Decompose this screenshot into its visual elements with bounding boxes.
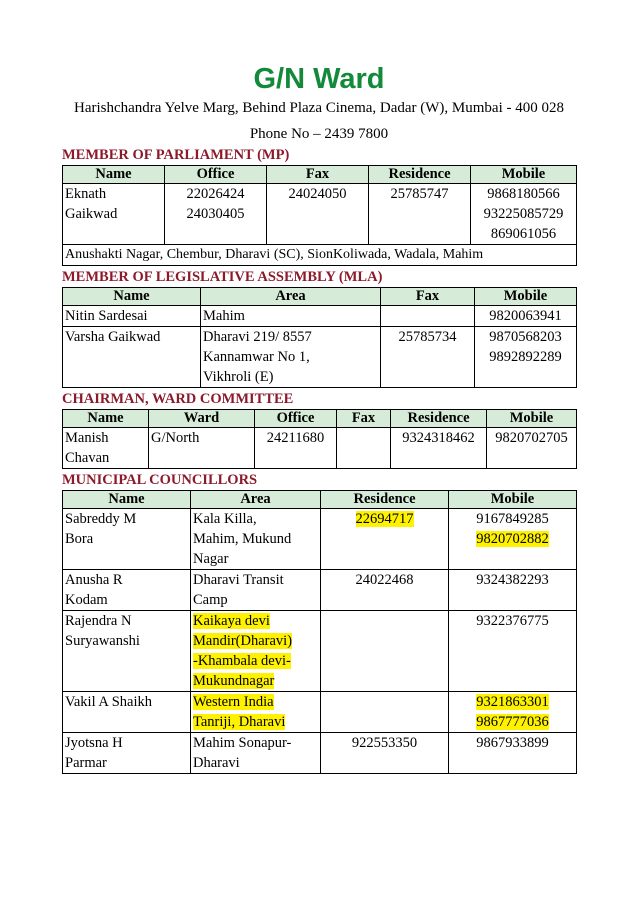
councillor-residence — [321, 611, 449, 692]
col-fax: Fax — [381, 288, 475, 306]
councillor-residence — [321, 509, 449, 570]
mp-office: 22026424 24030405 — [165, 184, 267, 245]
mla-fax — [381, 306, 475, 327]
councillor-residence: 922553350 — [321, 733, 449, 774]
table-row — [63, 306, 577, 327]
col-mobile: Mobile — [449, 491, 577, 509]
table-header-row — [63, 410, 577, 428]
councillor-name: Vakil A Shaikh — [63, 692, 191, 733]
col-name: Name — [63, 491, 191, 509]
highlighted-text: 9820702882 — [476, 531, 549, 547]
col-fax: Fax — [267, 166, 369, 184]
councillor-mobile — [449, 692, 577, 733]
councillor-area: Mahim Sonapur- Dharavi — [191, 733, 321, 774]
col-name: Name — [63, 288, 201, 306]
table-header-row — [63, 288, 577, 306]
office-address: Harishchandra Yelve Marg, Behind Plaza Cinema, Dadar (W), Mumbai - 400 028 — [73, 100, 565, 116]
councillors-heading: MUNICIPAL COUNCILLORS — [62, 472, 258, 488]
mp-name: Eknath Gaikwad — [63, 184, 165, 245]
table-row — [63, 509, 577, 570]
col-mobile: Mobile — [471, 166, 577, 184]
chairman-ward: G/North — [149, 428, 255, 469]
highlighted-text: 9867777036 — [476, 714, 549, 730]
col-area: Area — [191, 491, 321, 509]
councillor-name: Sabreddy M Bora — [63, 509, 191, 570]
councillor-residence — [321, 692, 449, 733]
councillor-mobile: 9867933899 — [449, 733, 577, 774]
table-row — [63, 570, 577, 611]
mp-residence: 25785747 — [369, 184, 471, 245]
councillor-mobile — [449, 509, 577, 570]
councillor-area: Dharavi Transit Camp — [191, 570, 321, 611]
mobile-number: 9167849285 — [476, 511, 549, 527]
col-name: Name — [63, 166, 165, 184]
councillor-area — [191, 611, 321, 692]
col-fax: Fax — [337, 410, 391, 428]
chairman-heading: CHAIRMAN, WARD COMMITTEE — [62, 391, 294, 407]
mla-area: Dharavi 219/ 8557 Kannamwar No 1, Vikhroli (E) — [201, 327, 381, 388]
mp-mobile: 9868180566 93225085729 869061056 — [471, 184, 577, 245]
councillor-residence: 24022468 — [321, 570, 449, 611]
table-row — [63, 428, 577, 469]
table-row — [63, 611, 577, 692]
col-ward: Ward — [149, 410, 255, 428]
table-row — [63, 245, 577, 266]
councillor-area — [191, 692, 321, 733]
councillors-table — [62, 490, 577, 774]
col-mobile: Mobile — [487, 410, 577, 428]
col-mobile: Mobile — [475, 288, 577, 306]
col-residence: Residence — [369, 166, 471, 184]
mla-name: Nitin Sardesai — [63, 306, 201, 327]
table-row — [63, 692, 577, 733]
table-header-row — [63, 166, 577, 184]
table-header-row — [63, 491, 577, 509]
councillor-name: Rajendra N Suryawanshi — [63, 611, 191, 692]
page-title: G/N Ward — [253, 63, 385, 95]
col-area: Area — [201, 288, 381, 306]
councillor-area: Kala Killa, Mahim, Mukund Nagar — [191, 509, 321, 570]
table-row — [63, 733, 577, 774]
chairman-name: Manish Chavan — [63, 428, 149, 469]
highlighted-text: Kaikaya devi Mandir(Dharavi) -Khambala devi- Mukundnagar — [193, 613, 293, 689]
mla-mobile: 9870568203 9892892289 — [475, 327, 577, 388]
mla-fax: 25785734 — [381, 327, 475, 388]
col-office: Office — [165, 166, 267, 184]
chairman-mobile: 9820702705 — [487, 428, 577, 469]
col-residence: Residence — [391, 410, 487, 428]
mla-mobile: 9820063941 — [475, 306, 577, 327]
councillor-mobile: 9324382293 — [449, 570, 577, 611]
highlighted-text: 22694717 — [355, 511, 414, 527]
office-phone: Phone No – 2439 7800 — [249, 126, 389, 142]
table-row — [63, 184, 577, 245]
mp-constituency: Anushakti Nagar, Chembur, Dharavi (SC), SionKoliwada, Wadala, Mahim — [63, 245, 577, 266]
mp-heading: MEMBER OF PARLIAMENT (MP) — [62, 147, 290, 163]
col-residence: Residence — [321, 491, 449, 509]
mla-name: Varsha Gaikwad — [63, 327, 201, 388]
mla-heading: MEMBER OF LEGISLATIVE ASSEMBLY (MLA) — [62, 269, 383, 285]
councillor-name: Anusha R Kodam — [63, 570, 191, 611]
mla-area: Mahim — [201, 306, 381, 327]
mp-fax: 24024050 — [267, 184, 369, 245]
mla-table — [62, 287, 577, 388]
col-office: Office — [255, 410, 337, 428]
chairman-fax — [337, 428, 391, 469]
ward-directory-page — [62, 62, 576, 774]
chairman-office: 24211680 — [255, 428, 337, 469]
councillor-mobile: 9322376775 — [449, 611, 577, 692]
highlighted-text: Western India Tanriji, Dharavi — [193, 694, 286, 730]
highlighted-text: 9321863301 — [476, 694, 549, 710]
councillor-name: Jyotsna H Parmar — [63, 733, 191, 774]
col-name: Name — [63, 410, 149, 428]
chairman-table — [62, 409, 577, 469]
chairman-residence: 9324318462 — [391, 428, 487, 469]
mp-table — [62, 165, 577, 266]
table-row — [63, 327, 577, 388]
